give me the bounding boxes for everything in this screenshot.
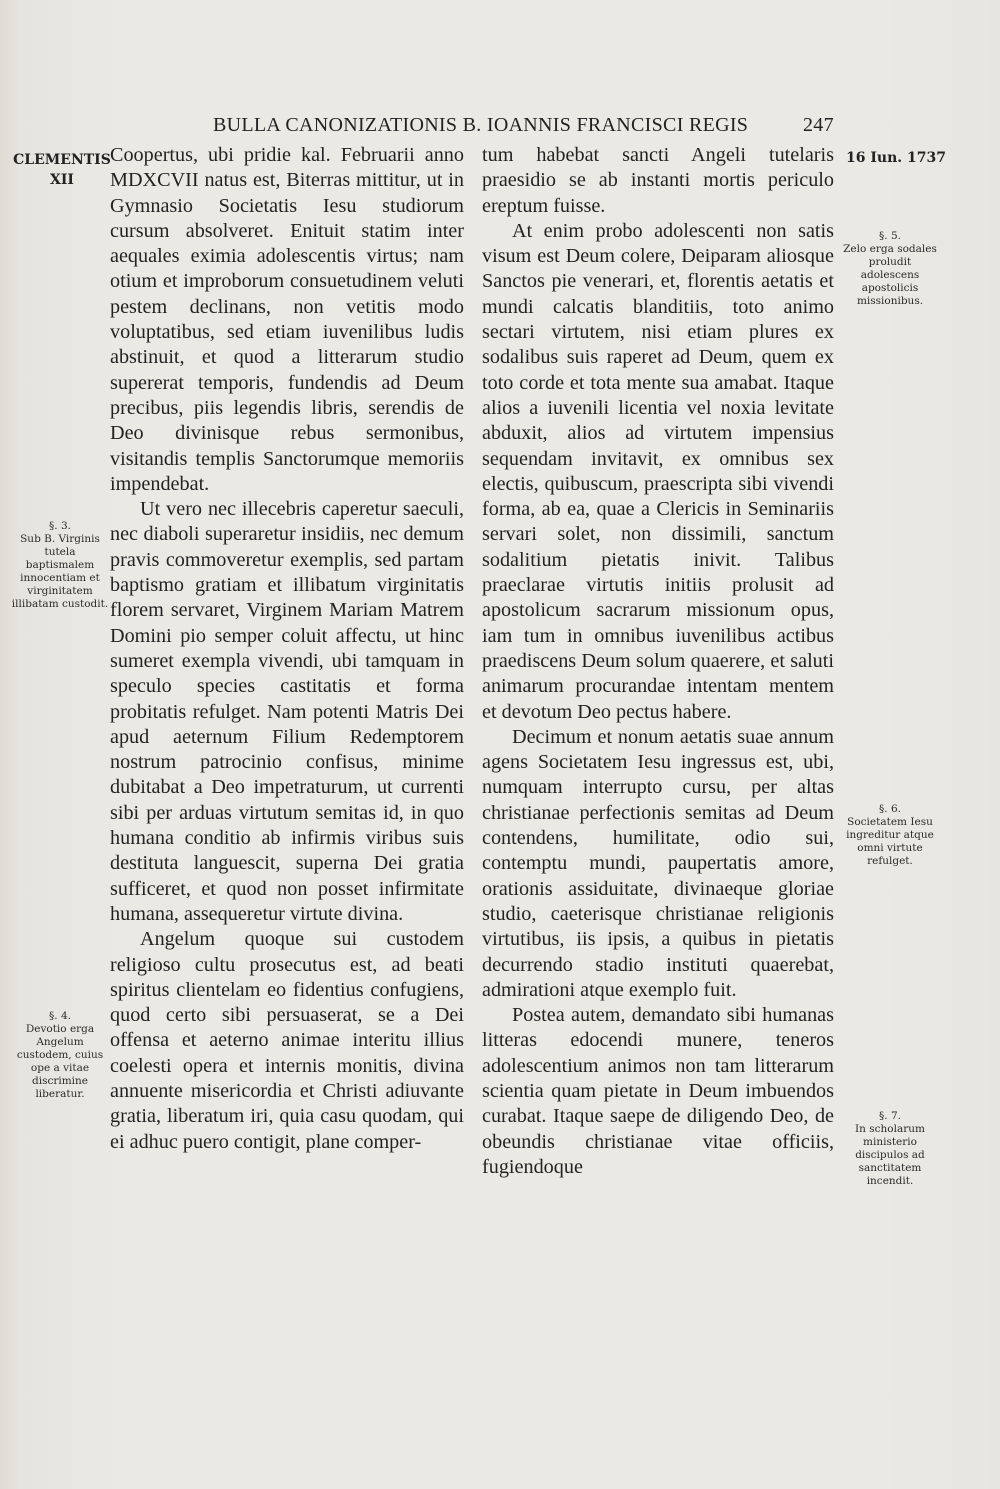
text-column-left: [110, 143, 464, 1155]
side-note-4: [10, 1010, 110, 1101]
side-note-5: [840, 230, 940, 308]
side-note-3: [10, 520, 110, 611]
paragraph: Angelum quoque sui custodem religioso cultu prosecutus est, ad beati spiritus clientelam eo fidentius confugiens, quod certo sibi persuaserat, se a Dei offensa et aeterno animae interitu illius coelesti opera et internis monitis, divina annuente misericordia et Christi adiuvante gratia, liberatum iri, quia casu quodam, qui ei adhuc puero contigit, plane comper-: [110, 928, 464, 1153]
paragraph: Decimum et nonum aetatis suae annum agens Societatem Iesu ingressus est, ubi, numquam interrupto cursu, per altas christianae perfectionis semitas ad Deum contendens, humilitate, odio sui, contemptu mundi, paupertatis amore, orationis assiduitate, divinaeque gloriae studio, caeterisque christianae religionis virtutibus, iis ipsis, a quibus in pietatis decurrendo stadio instituti quaerebat, admirationi atque exemplo fuit.: [482, 725, 834, 1001]
text-column-right: [482, 143, 834, 1180]
side-note-text: Zelo erga sodales proludit adolescens apostolicis missionibus.: [843, 243, 937, 307]
date-marginal: 16 Iun. 1737: [846, 150, 946, 166]
page-number: 247: [803, 114, 834, 136]
side-note-number: §. 3.: [49, 520, 71, 532]
left-margin-header-line1: CLEMENTIS: [13, 152, 111, 168]
side-note-number: §. 7.: [879, 1110, 901, 1122]
paragraph: Ut vero nec illecebris caperetur saeculi, nec diaboli superaretur insidiis, nec demum pravis commoveretur exemplis, sed partam baptismo gratiam et illibatum virginitatis florem servaret, Virginem Mariam Matrem Domini pio semper coluit affectu, ut hinc sumeret exempla vivendi, ubi tamquam in speculo species castitatis et forma probitatis refulget. Nam potenti Matris Dei apud aeternum Filium Redemptorem nostrum patrocinio confisus, minime dubitabat a Deo impetraturum, ut currenti sibi per arduas virtutum semitas id, in quo humana conditio ab infirmis viribus suis destituta languescit, superna Dei gratia sufficeret, et quod non posset infirmitate humana, assequeretur virtute divina.: [110, 498, 464, 925]
left-margin-header-line2: XII: [50, 172, 74, 188]
side-note-6: [840, 803, 940, 868]
paragraph: tum habebat sancti Angeli tutelaris praesidio se ab instanti mortis periculo ereptum fuisse.: [482, 144, 834, 217]
side-note-number: §. 5.: [879, 230, 901, 242]
side-note-text: Sub B. Virginis tutela baptismalem innocentiam et virginitatem illibatam custodit.: [11, 533, 109, 610]
running-header: [213, 114, 838, 137]
left-margin-header: [12, 150, 112, 190]
side-note-text: Societatem Iesu ingreditur atque omni virtute refulget.: [846, 816, 934, 867]
side-note-number: §. 6.: [879, 803, 901, 815]
side-note-7: [840, 1110, 940, 1188]
side-note-text: Devotio erga Angelum custodem, cuius ope a vitae discrimine liberatur.: [16, 1023, 104, 1100]
side-note-text: In scholarum ministerio discipulos ad sanctitatem incendit.: [855, 1123, 925, 1187]
paragraph: Coopertus, ubi pridie kal. Februarii anno MDXCVII natus est, Biterras mittitur, ut in Gymnasio Societatis Iesu studiorum cursum absolveret. Enituit statim inter aequales eximia adolescentis virtus; nam otium et improborum consuetudinem veluti pestem declinans, non vetitis modo voluptatibus, sed etiam iuvenilibus ludis abstinuit, et quod a litterarum studio supererat temporis, fundendis ad Deum precibus, piis legendis libris, serendis de Deo divinisque rebus sermonibus, visitandis templis Sanctorumque memoriis impendebat.: [110, 144, 464, 495]
paragraph: Postea autem, demandato sibi humanas litteras edocendi munere, teneros adolescentium animos non tam litterarum scientia quam pietate in Deum imbuendos curabat. Itaque saepe de diligendo Deo, de obeundis christianae vitae officiis, fugiendoque: [482, 1004, 834, 1178]
paragraph: At enim probo adolescenti non satis visum est Deum colere, Deiparam aliosque Sanctos pie venerari, et, florentis aetatis et mundi calcatis blanditiis, toto animo sectari virtutem, nisi etiam plures ex sodalibus suis raperet ad Deum, quem ex toto corde et tota mente sua amabat. Itaque alios a iuvenili licentia vel noxia levitate abduxit, alios ad virtutem impensius sequendam invitavit, ex omnibus sex electis, quibuscum, praescripta sibi vivendi forma, ab ea, quae a Clericis in Seminariis servari solet, non dissimili, sanctum sodalitium pietatis inivit. Talibus praeclarae virtutis initiis prolusit ad apostolicum sacrarum missionum opus, iam tum in omnibus iuvenilibus actibus praediscens Deum solum quaerere, et saluti animarum procurandae intentam mentem et devotum Deo pectus habere.: [482, 219, 834, 723]
side-note-number: §. 4.: [49, 1010, 71, 1022]
header-title: BULLA CANONIZATIONIS B. IOANNIS FRANCISCI REGIS: [213, 114, 749, 136]
